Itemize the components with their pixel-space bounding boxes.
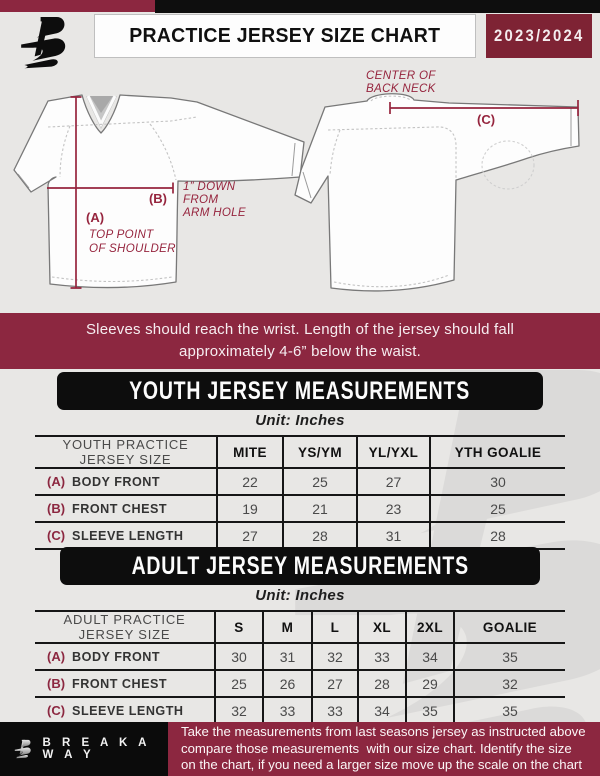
table-row-sleeve-length <box>35 522 565 549</box>
row-label: SLEEVE LENGTH <box>72 528 184 543</box>
season-label: 2023/2024 <box>493 26 585 45</box>
front-a-note-line2: OF SHOULDER <box>89 242 176 255</box>
youth-heading: YOUTH JERSEY MEASUREMENTS <box>129 376 471 405</box>
column-header: XL <box>358 611 406 643</box>
footer-note-line3: on the chart, if you need a larger size move up the scale on the chart <box>181 757 582 773</box>
row-label-cell <box>35 670 215 697</box>
front-b-note-line1: 1” DOWN <box>183 180 236 193</box>
table-row-front-chest <box>35 495 565 522</box>
column-header: GOALIE <box>454 611 565 643</box>
adult-section-heading-row <box>0 547 600 585</box>
row-label: FRONT CHEST <box>72 676 168 691</box>
youth-measurements-table <box>35 435 565 550</box>
jersey-measurement-diagram <box>0 60 600 316</box>
table-cell: 30 <box>215 643 263 670</box>
back-neck-note-line2: BACK NECK <box>366 82 436 95</box>
column-header: YL/YXL <box>357 436 430 468</box>
table-cell: 19 <box>217 495 283 522</box>
row-tag: (B) <box>47 500 66 516</box>
table-cell: 28 <box>283 522 357 549</box>
table-cell: 25 <box>430 495 565 522</box>
table-cell: 32 <box>215 697 263 724</box>
table-cell: 34 <box>358 697 406 724</box>
page-title: PRACTICE JERSEY SIZE CHART <box>129 24 441 47</box>
table-cell: 25 <box>215 670 263 697</box>
front-b-note-line3: ARM HOLE <box>183 206 246 219</box>
front-a-tag: (A) <box>86 210 105 225</box>
table-row-body-front <box>35 643 565 670</box>
top-accent-bar-black <box>155 0 600 13</box>
fit-instruction-line1: Sleeves should reach the wrist. Length of the jersey should fall <box>85 320 515 338</box>
table-cell: 33 <box>358 643 406 670</box>
column-header: L <box>312 611 358 643</box>
row-tag: (C) <box>47 527 66 543</box>
row-tag: (A) <box>47 648 66 664</box>
season-badge <box>486 14 592 58</box>
table-cell: 35 <box>406 697 454 724</box>
footer-brand-box <box>0 722 168 776</box>
table-row-body-front <box>35 468 565 495</box>
table-cell: 31 <box>357 522 430 549</box>
youth-section-heading-row <box>0 372 600 410</box>
column-header: ADULT PRACTICE JERSEY SIZE <box>35 611 215 643</box>
adult-heading-box <box>60 547 540 585</box>
table-cell: 35 <box>454 697 565 724</box>
column-header: 2XL <box>406 611 454 643</box>
adult-measurements-table <box>35 610 565 725</box>
table-cell: 28 <box>430 522 565 549</box>
table-cell: 27 <box>312 670 358 697</box>
table-cell: 25 <box>283 468 357 495</box>
adult-unit-label: Unit: Inches <box>255 587 345 604</box>
column-header: S <box>215 611 263 643</box>
row-tag: (A) <box>47 473 66 489</box>
column-header: YTH GOALIE <box>430 436 565 468</box>
youth-table-header-row <box>35 436 565 468</box>
youth-unit-label: Unit: Inches <box>255 412 345 429</box>
row-label-cell <box>35 522 217 549</box>
table-cell: 32 <box>312 643 358 670</box>
row-tag: (B) <box>47 675 66 691</box>
front-b-tag: (B) <box>148 191 167 206</box>
table-cell: 33 <box>312 697 358 724</box>
row-label: BODY FRONT <box>72 649 161 664</box>
table-cell: 27 <box>357 468 430 495</box>
front-b-note-line2: FROM <box>183 193 219 206</box>
back-neck-note-line1: CENTER OF <box>366 69 436 82</box>
breakaway-b-logo-icon <box>14 735 34 764</box>
table-cell: 32 <box>454 670 565 697</box>
table-cell: 33 <box>263 697 312 724</box>
page-title-box <box>94 14 476 58</box>
table-cell: 31 <box>263 643 312 670</box>
row-tag: (C) <box>47 702 66 718</box>
table-cell: 21 <box>283 495 357 522</box>
adult-table-header-row <box>35 611 565 643</box>
table-cell: 35 <box>454 643 565 670</box>
footer-note-line1: Take the measurements from last seasons jersey as instructed above <box>181 724 586 740</box>
table-cell: 34 <box>406 643 454 670</box>
column-header: MITE <box>217 436 283 468</box>
table-cell: 26 <box>263 670 312 697</box>
footer-note-box <box>168 722 600 776</box>
table-cell: 30 <box>430 468 565 495</box>
jersey-back-diagram <box>295 69 579 291</box>
table-row-front-chest <box>35 670 565 697</box>
front-a-note-line1: TOP POINT <box>89 228 154 241</box>
table-row-sleeve-length <box>35 697 565 724</box>
row-label-cell <box>35 468 217 495</box>
back-c-tag: (C) <box>477 112 496 127</box>
table-cell: 27 <box>217 522 283 549</box>
table-cell: 23 <box>357 495 430 522</box>
row-label: BODY FRONT <box>72 474 161 489</box>
footer-note-line2: compare those measurements with our size chart. Identify the size <box>181 740 572 756</box>
row-label-cell <box>35 697 215 724</box>
row-label-cell <box>35 495 217 522</box>
brand-name: B R E A K A W A Y <box>42 737 151 761</box>
jersey-front-diagram <box>14 95 304 288</box>
column-header: YOUTH PRACTICE JERSEY SIZE <box>35 436 217 468</box>
fit-instruction-banner <box>0 313 600 369</box>
youth-heading-box <box>57 372 542 410</box>
row-label: FRONT CHEST <box>72 501 168 516</box>
table-cell: 22 <box>217 468 283 495</box>
row-label-cell <box>35 643 215 670</box>
top-accent-bar-maroon <box>0 0 155 12</box>
table-cell: 29 <box>406 670 454 697</box>
table-cell: 28 <box>358 670 406 697</box>
column-header: M <box>263 611 312 643</box>
row-label: SLEEVE LENGTH <box>72 703 184 718</box>
column-header: YS/YM <box>283 436 357 468</box>
adult-heading: ADULT JERSEY MEASUREMENTS <box>131 551 469 580</box>
fit-instruction-line2: approximately 4-6” below the waist. <box>178 343 422 360</box>
